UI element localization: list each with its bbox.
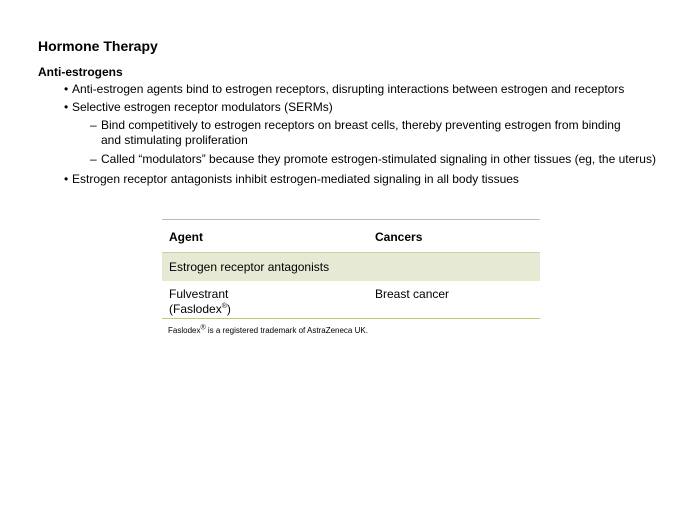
dash-marker: – — [90, 118, 97, 132]
category-label: Estrogen receptor antagonists — [162, 253, 540, 281]
bullet-marker: • — [64, 100, 69, 114]
bullet-item — [38, 82, 688, 97]
bullet-item — [38, 172, 688, 187]
sub-bullet-item — [38, 118, 688, 148]
bullet-text: Anti-estrogen agents bind to estrogen receptors, disrupting interactions between estrogen and receptors — [72, 82, 625, 96]
agent-brand-prefix: (Faslodex — [169, 301, 222, 316]
bullet-text: Estrogen receptor antagonists inhibit estrogen-mediated signaling in all body tissues — [72, 172, 519, 186]
footnote-brand: Faslodex — [168, 326, 201, 335]
footnote-text: is a registered trademark of AstraZeneca UK. — [205, 326, 368, 335]
bullet-list — [38, 82, 688, 190]
header-agent: Agent — [169, 230, 203, 244]
bullet-text: Selective estrogen receptor modulators (SERMs) — [72, 100, 333, 114]
registered-mark: ® — [221, 302, 227, 310]
cancers-cell: Breast cancer — [375, 286, 450, 301]
agent-cell — [162, 281, 368, 319]
section-heading: Anti-estrogens — [38, 65, 123, 79]
agent-name: Fulvestrant — [169, 286, 229, 301]
sub-bullet-text-line2: and stimulating proliferation — [101, 133, 248, 147]
table-header-row — [162, 220, 540, 253]
category-row — [162, 253, 540, 281]
sub-bullet-item — [38, 152, 688, 167]
dash-marker: – — [90, 152, 97, 166]
bullet-marker: • — [64, 82, 69, 96]
bullet-marker: • — [64, 172, 69, 186]
footnote — [162, 326, 540, 335]
table-row — [162, 281, 540, 319]
agents-table — [162, 219, 540, 319]
footnote-registered-mark: ® — [200, 324, 206, 332]
sub-bullet-text-line1: Bind competitively to estrogen receptors on breast cells, thereby preventing estrogen from binding — [101, 118, 621, 132]
sub-bullet-text: Called “modulators” because they promote estrogen-stimulated signaling in other tissues (eg, the uterus) — [101, 152, 656, 166]
agents-table-wrapper — [162, 219, 540, 335]
agent-brand-suffix: ) — [226, 301, 231, 316]
slide-title: Hormone Therapy — [38, 38, 158, 54]
header-cancers: Cancers — [375, 230, 423, 244]
bullet-item — [38, 100, 688, 115]
